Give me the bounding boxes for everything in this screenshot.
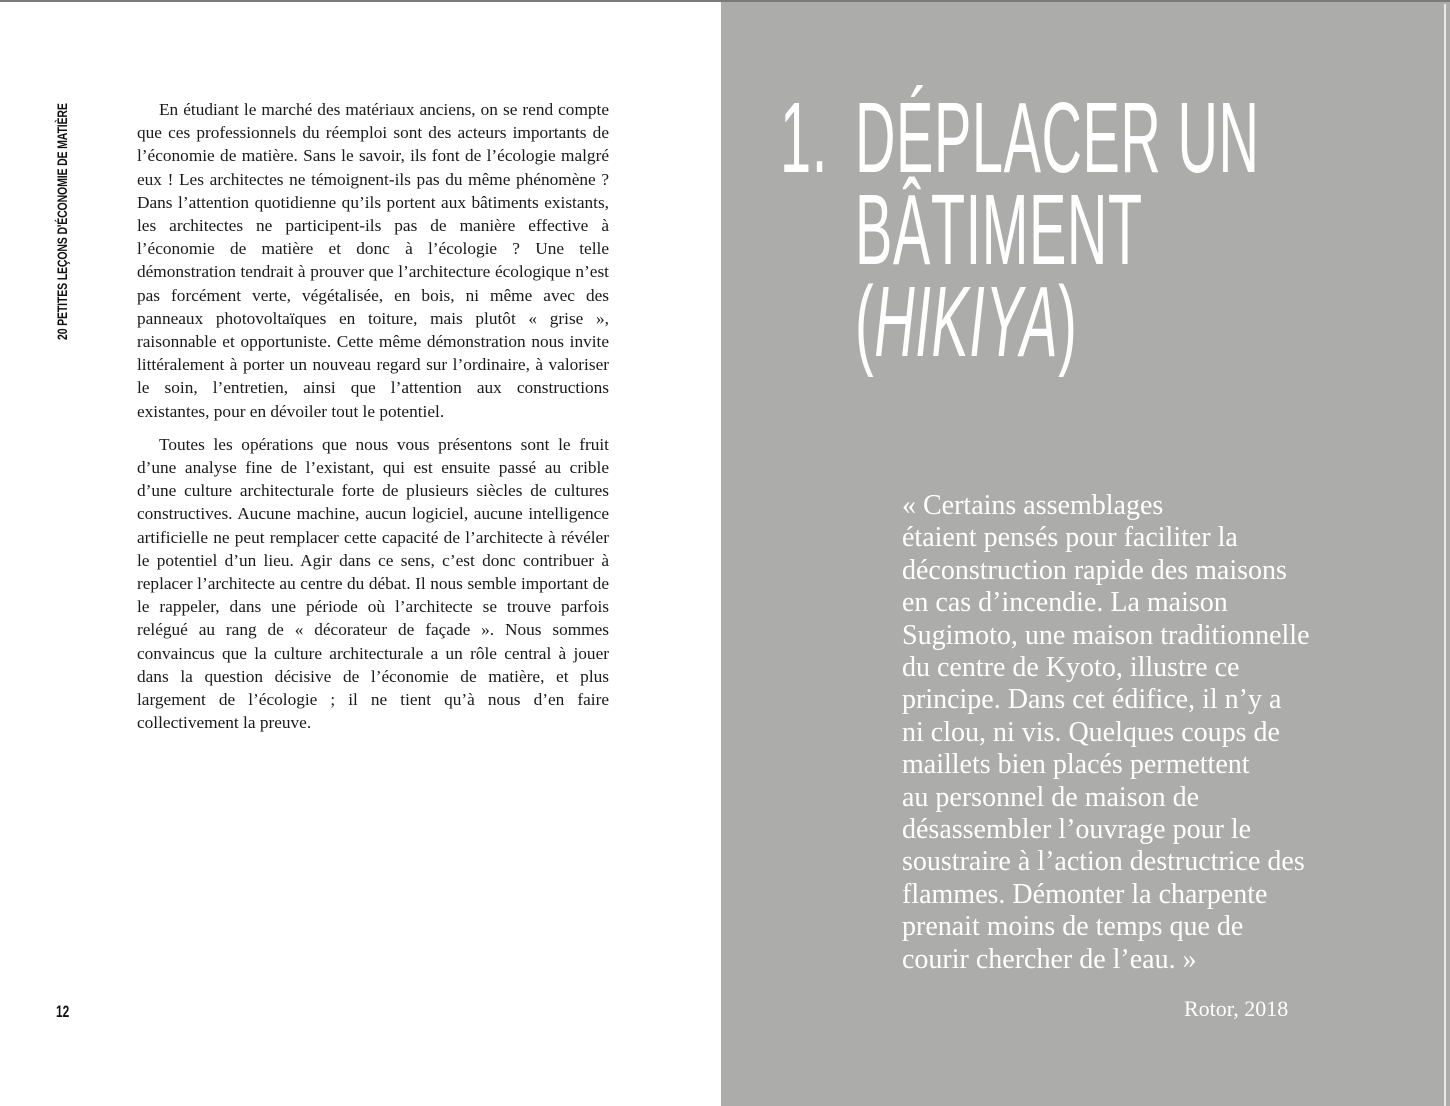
chapter-title-text-2: BÂTIMENT [855, 174, 1143, 286]
quote-line: ni clou, ni vis. Quelques coups de [902, 716, 1280, 748]
left-page [0, 2, 721, 1106]
quote-line: déconstruction rapide des maisons [902, 554, 1287, 586]
paragraph-1: En étudiant le marché des matériaux anciens, on se rend compte que ces professionnels du réemploi sont des acteurs importants de l’économie de matière. Sans le savoir, ils font de l’écologie malgré eux ! Les architectes ne témoignent-ils pas du même phénomène ? Dans l’attention quotidienne qu’ils portent aux bâtiments existants, les architectes ne participent-ils pas de manière effective à l’économie de matière et donc à l’écologie ? Une telle démonstration tendrait à prouver que l’architecture écologique n’est pas forcément verte, végétalisée, en bois, ni même avec des panneaux photovoltaïques en toiture, mais plutôt « grise », raisonnable et opportuniste. Cette même démonstration nous invite littéralement à porter un nouveau regard sur l’ordinaire, à valoriser le soin, l’entretien, ainsi que l’attention aux constructions existantes, pour en dévoiler tout le potentiel. [137, 100, 609, 421]
paren-close: ) [1058, 266, 1078, 378]
quote-line: désassembler l’ouvrage pour le [902, 814, 1252, 846]
chapter-title-line-2 [780, 174, 1260, 286]
body-text [137, 98, 609, 744]
chapter-title-line-1 [780, 82, 1260, 194]
quote-line: Sugimoto, une maison traditionnelle [902, 619, 1310, 651]
paragraph-2: Toutes les opérations que nous vous présentons sont le fruit d’une analyse fine de l’existant, qui est ensuite passé au crible d’une culture architecturale forte de plusieurs siècles de cultures constructives. Aucune machine, aucun logiciel, aucune intelligence artificielle ne peut remplacer cette capacité de l’architecte à révéler le potentiel d’un lieu. Agir dans ce sens, c’est donc contribuer à replacer l’architecte au centre du débat. Il nous semble important de le rappeler, dans une période où l’architecte se trouve parfois relégué au rang de « décorateur de façade ». Nous sommes convaincus que la culture architecturale a un rôle central à jouer dans la question décisive de l’économie de matière, et plus largement de l’écologie ; il ne tient qu’à nous d’en faire collectivement la preuve. [137, 434, 609, 733]
quote-line: flammes. Démonter la charpente [902, 878, 1268, 910]
quote-line: au personnel de maison de [902, 781, 1200, 813]
quote-line: maillets bien placés permettent [902, 749, 1250, 781]
chapter-title-text-1: DÉPLACER UN [855, 82, 1260, 194]
running-head: 20 PETITES LEÇONS D'ÉCONOMIE DE MATIÈRE [55, 103, 70, 340]
chapter-title [780, 82, 1450, 378]
chapter-title-italic-term: HIKIYA [874, 266, 1059, 378]
quote-line: étaient pensés pour faciliter la [902, 522, 1238, 554]
quote-attribution: Rotor, 2018 [1184, 996, 1289, 1021]
quote-line: principe. Dans cet édifice, il n’y a [902, 684, 1282, 716]
quote-line: du centre de Kyoto, illustre ce [902, 652, 1240, 684]
quote-line: « Certains assemblages [902, 490, 1164, 521]
chapter-number: 1. [780, 82, 828, 194]
block-quote [902, 490, 1382, 976]
paren-open: ( [855, 266, 875, 378]
chapter-title-line-3 [780, 266, 1260, 378]
quote-line: prenait moins de temps que de [902, 911, 1244, 943]
page-number: 12 [56, 1002, 70, 1021]
quote-line: soustraire à l’action destructrice des [902, 846, 1305, 878]
quote-line: en cas d’incendie. La maison [902, 587, 1228, 619]
quote-line: courir chercher de l’eau. » [902, 943, 1197, 975]
